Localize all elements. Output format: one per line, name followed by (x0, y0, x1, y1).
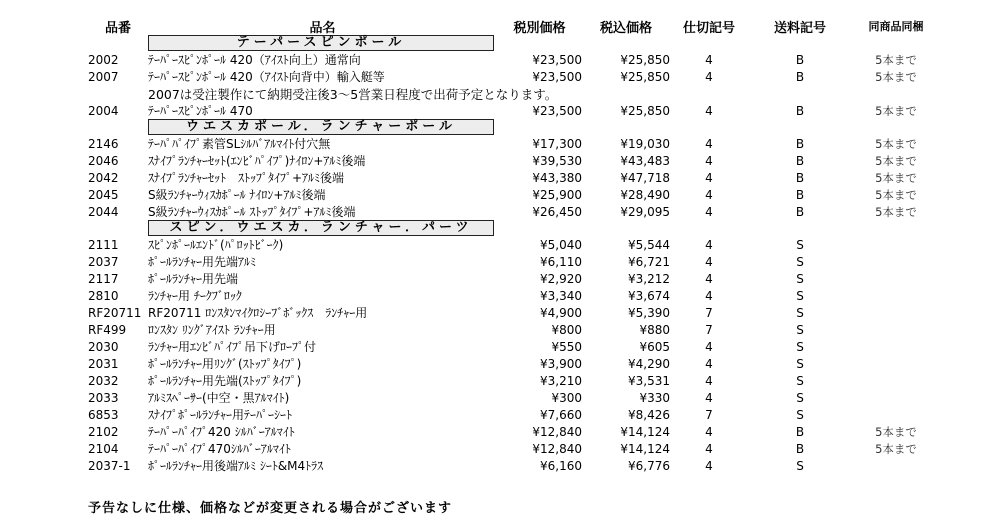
product-code: 2033 (88, 390, 119, 405)
product-code: 2030 (88, 339, 119, 354)
partition-code: 4 (705, 170, 713, 185)
section-title: テーパースピンポール (148, 35, 494, 51)
partition-code: 4 (705, 136, 713, 151)
table-row (88, 135, 948, 152)
product-code: RF499 (88, 322, 127, 337)
shipping-code: S (796, 271, 804, 286)
table-row (88, 236, 948, 253)
table-row (88, 253, 948, 270)
table-row (88, 406, 948, 423)
partition-code: 4 (705, 271, 713, 286)
bundle-limit: 5本まで (875, 136, 917, 151)
price-extax: ¥6,160 (540, 458, 582, 473)
product-name: ﾃｰﾊﾟｰｽﾋﾟﾝﾎﾟｰﾙ 420（ｱｲｽﾄ向背中）輸入艇等 (148, 70, 385, 84)
product-code: 2046 (88, 153, 119, 168)
table-row (88, 457, 948, 474)
product-code: 2002 (88, 52, 119, 67)
header-price-inctax: 税込価格 (599, 20, 652, 36)
table-row (88, 102, 948, 119)
partition-code: 4 (705, 69, 713, 84)
product-code: 2111 (88, 237, 119, 252)
price-inctax: ¥6,776 (628, 458, 670, 473)
product-code: 2146 (88, 136, 119, 151)
price-extax: ¥25,900 (532, 187, 582, 202)
price-extax: ¥3,210 (540, 373, 582, 388)
price-extax: ¥43,380 (532, 170, 582, 185)
price-inctax: ¥605 (639, 339, 670, 354)
table-row (88, 423, 948, 440)
price-inctax: ¥28,490 (620, 187, 670, 202)
table-row (88, 186, 948, 203)
price-extax: ¥2,920 (540, 271, 582, 286)
price-extax: ¥12,840 (532, 441, 582, 456)
partition-code: 4 (705, 373, 713, 388)
partition-code: 4 (705, 153, 713, 168)
price-extax: ¥39,530 (532, 153, 582, 168)
product-name: ﾎﾟｰﾙﾗﾝﾁｬｰ用先端ｱﾙﾐ (148, 255, 257, 269)
price-extax: ¥23,500 (532, 69, 582, 84)
partition-code: 4 (705, 441, 713, 456)
section-title: ウエスカポール．ランチャーポール (148, 119, 494, 135)
price-inctax: ¥14,124 (620, 424, 670, 439)
partition-code: 4 (705, 187, 713, 202)
price-inctax: ¥3,674 (628, 288, 670, 303)
product-name: ｽﾅｲﾌﾟﾗﾝﾁｬｰｾｯﾄ ｽﾄｯﾌﾟﾀｲﾌﾟ+ｱﾙﾐ後端 (148, 171, 345, 185)
disclaimer-note: 予告なしに仕様、価格などが変更される場合がございます (88, 501, 453, 516)
bundle-limit: 5本まで (875, 103, 917, 118)
price-inctax: ¥6,721 (628, 254, 670, 269)
partition-code: 7 (705, 305, 713, 320)
product-name: S級ﾗﾝﾁｬｰｳｨｽｶﾎﾟｰﾙ ｽﾄｯﾌﾟﾀｲﾌﾟ+ｱﾙﾐ後端 (148, 205, 356, 219)
note-text: 2007は受注製作にて納期受注後3～5営業日程度で出荷予定となります。 (148, 86, 558, 102)
price-inctax: ¥47,718 (620, 170, 670, 185)
table-row (88, 321, 948, 338)
price-extax: ¥300 (551, 390, 582, 405)
price-inctax: ¥3,212 (628, 271, 670, 286)
product-code: 2117 (88, 271, 119, 286)
bundle-limit: 5本まで (875, 441, 917, 456)
shipping-code: S (796, 373, 804, 388)
price-inctax: ¥330 (639, 390, 670, 405)
price-extax: ¥6,110 (540, 254, 582, 269)
product-name: ﾎﾟｰﾙﾗﾝﾁｬｰ用後端ｱﾙﾐ ｼｰﾄ&M4ﾄﾗｽ (148, 459, 324, 473)
product-code: 2810 (88, 288, 119, 303)
bundle-limit: 5本まで (875, 187, 917, 202)
section-title-cell (148, 35, 497, 51)
header-product-code: 品番 (104, 20, 131, 36)
product-name: ﾃｰﾊﾟｰｽﾋﾟﾝﾎﾟｰﾙ 470 (148, 104, 253, 118)
price-extax: ¥12,840 (532, 424, 582, 439)
partition-code: 4 (705, 424, 713, 439)
partition-code: 4 (705, 356, 713, 371)
product-code: 2037 (88, 254, 119, 269)
partition-code: 4 (705, 288, 713, 303)
product-name: ｱﾙﾐｽﾍﾟｰｻｰ(中空・黒ｱﾙﾏｲﾄ) (148, 391, 290, 405)
price-extax: ¥23,500 (532, 52, 582, 67)
table-row (88, 68, 948, 85)
bundle-limit: 5本まで (875, 424, 917, 439)
table-row (88, 270, 948, 287)
product-name: ﾃｰﾊﾟｰﾊﾟｲﾌﾟ420 ｼﾙﾊﾞｰｱﾙﾏｲﾄ (148, 425, 295, 439)
header-shipping-code: 送料記号 (773, 20, 826, 36)
shipping-code: S (796, 237, 804, 252)
shipping-code: B (795, 204, 805, 219)
price-inctax: ¥19,030 (620, 136, 670, 151)
shipping-code: B (795, 69, 805, 84)
product-code: 2104 (88, 441, 119, 456)
table-row (88, 287, 948, 304)
shipping-code: B (795, 103, 805, 118)
price-inctax: ¥5,390 (628, 305, 670, 320)
shipping-code: S (796, 458, 804, 473)
bundle-limit: 5本まで (875, 170, 917, 185)
table-row (88, 372, 948, 389)
price-extax: ¥3,340 (540, 288, 582, 303)
shipping-code: S (796, 339, 804, 354)
shipping-code: S (796, 288, 804, 303)
table-row (88, 389, 948, 406)
partition-code: 4 (705, 237, 713, 252)
price-table-body (88, 35, 948, 474)
price-inctax: ¥14,124 (620, 441, 670, 456)
product-code: 2032 (88, 373, 119, 388)
product-name: S級ﾗﾝﾁｬｰｳｨｽｶﾎﾟｰﾙ ﾅｲﾛﾝ+ｱﾙﾐ後端 (148, 188, 326, 202)
price-inctax: ¥4,290 (628, 356, 670, 371)
bundle-limit: 5本まで (875, 69, 917, 84)
table-row (88, 304, 948, 321)
section-header-row (88, 35, 948, 51)
table-row (88, 152, 948, 169)
product-name: ﾎﾟｰﾙﾗﾝﾁｬｰ用先端 (148, 272, 239, 286)
price-extax: ¥7,660 (540, 407, 582, 422)
shipping-code: S (796, 407, 804, 422)
table-header-row (88, 18, 948, 34)
price-inctax: ¥880 (639, 322, 670, 337)
partition-code: 4 (705, 254, 713, 269)
bundle-limit: 5本まで (875, 204, 917, 219)
product-name: ﾎﾟｰﾙﾗﾝﾁｬｰ用ﾘﾝｸﾞ(ｽﾄｯﾌﾟﾀｲﾌﾟ) (148, 357, 302, 371)
table-row (88, 338, 948, 355)
price-inctax: ¥43,483 (620, 153, 670, 168)
shipping-code: B (795, 52, 805, 67)
section-title: スピン．ウエスカ．ランチャー．パーツ (148, 220, 494, 236)
partition-code: 7 (705, 322, 713, 337)
table-row (88, 355, 948, 372)
product-code: 2031 (88, 356, 119, 371)
price-inctax: ¥5,544 (628, 237, 670, 252)
header-price-extax: 税別価格 (513, 20, 566, 36)
table-row (88, 203, 948, 220)
shipping-code: B (795, 441, 805, 456)
header-partition-code: 仕切記号 (682, 20, 735, 36)
product-name: ﾎﾟｰﾙﾗﾝﾁｬｰ用先端(ｽﾄｯﾌﾟﾀｲﾌﾟ) (148, 374, 302, 388)
shipping-code: B (795, 424, 805, 439)
partition-code: 4 (705, 339, 713, 354)
price-inctax: ¥25,850 (620, 52, 670, 67)
product-code: RF20711 (88, 305, 142, 320)
partition-code: 4 (705, 103, 713, 118)
price-inctax: ¥3,531 (628, 373, 670, 388)
product-code: 2102 (88, 424, 119, 439)
section-header-row (88, 220, 948, 236)
shipping-code: S (796, 322, 804, 337)
price-extax: ¥800 (551, 322, 582, 337)
product-code: 6853 (88, 407, 119, 422)
section-title-cell (148, 119, 497, 135)
price-extax: ¥3,900 (540, 356, 582, 371)
product-name: RF20711 ﾛﾝｽﾀﾝﾏｲｸﾛｼｰﾌﾞﾎﾞｯｸｽ ﾗﾝﾁｬｰ用 (148, 306, 368, 320)
partition-code: 4 (705, 52, 713, 67)
product-code: 2045 (88, 187, 119, 202)
shipping-code: B (795, 153, 805, 168)
partition-code: 4 (705, 204, 713, 219)
section-header-row (88, 119, 948, 135)
product-code: 2044 (88, 204, 119, 219)
price-extax: ¥17,300 (532, 136, 582, 151)
partition-code: 7 (705, 407, 713, 422)
shipping-code: S (796, 356, 804, 371)
note-row (88, 85, 948, 102)
product-name: ﾗﾝﾁｬｰ用ｴﾝﾋﾞﾊﾟｲﾌﾟ吊下げﾛｰﾌﾟ付 (148, 340, 317, 354)
shipping-code: B (795, 170, 805, 185)
product-code: 2037-1 (88, 458, 131, 473)
partition-code: 4 (705, 458, 713, 473)
product-name: ﾃｰﾊﾟｰｽﾋﾟﾝﾎﾟｰﾙ 420（ｱｲｽﾄ向上）通常向 (148, 53, 361, 67)
shipping-code: B (795, 136, 805, 151)
price-table (88, 18, 948, 474)
shipping-code: S (796, 305, 804, 320)
header-bundle-limit: 同商品同梱 (868, 20, 924, 33)
header-product-name: 品名 (309, 20, 336, 36)
table-row (88, 440, 948, 457)
section-title-cell (148, 220, 497, 236)
shipping-code: S (796, 390, 804, 405)
price-extax: ¥550 (551, 339, 582, 354)
price-inctax: ¥29,095 (620, 204, 670, 219)
price-inctax: ¥25,850 (620, 103, 670, 118)
product-name: ﾃｰﾊﾟﾊﾟｲﾌﾟ素管SLｼﾙﾊﾞｱﾙﾏｲﾄ付穴無 (148, 137, 331, 151)
product-name: ﾛﾝｽﾀﾝ ﾘﾝｸﾞｱｲｽﾄ ﾗﾝﾁｬｰ用 (148, 323, 276, 337)
product-code: 2042 (88, 170, 119, 185)
price-extax: ¥5,040 (540, 237, 582, 252)
price-extax: ¥4,900 (540, 305, 582, 320)
table-row (88, 169, 948, 186)
price-extax: ¥23,500 (532, 103, 582, 118)
bundle-limit: 5本まで (875, 153, 917, 168)
product-name: ﾗﾝﾁｬｰ用 ﾁｰｸﾌﾞﾛｯｸ (148, 289, 242, 303)
shipping-code: S (796, 254, 804, 269)
bundle-limit: 5本まで (875, 52, 917, 67)
price-inctax: ¥8,426 (628, 407, 670, 422)
product-name: ｽﾅｲﾌﾟﾎﾟｰﾙﾗﾝﾁｬｰ用ﾃｰﾊﾟｰｼｰﾄ (148, 408, 293, 422)
product-code: 2007 (88, 69, 119, 84)
table-row (88, 51, 948, 68)
partition-code: 4 (705, 390, 713, 405)
product-code: 2004 (88, 103, 119, 118)
product-name: ﾃｰﾊﾟｰﾊﾟｲﾌﾟ470ｼﾙﾊﾞｰｱﾙﾏｲﾄ (148, 442, 291, 456)
product-name: ｽﾅｲﾌﾟﾗﾝﾁｬｰｾｯﾄ(ｴﾝﾋﾞﾊﾟｲﾌﾟ)ﾅｲﾛﾝ+ｱﾙﾐ後端 (148, 154, 366, 168)
price-extax: ¥26,450 (532, 204, 582, 219)
price-inctax: ¥25,850 (620, 69, 670, 84)
shipping-code: B (795, 187, 805, 202)
product-name: ｽﾋﾟﾝﾎﾟｰﾙｴﾝﾄﾞ(ﾊﾟﾛｯﾄﾋﾞｰｸ) (148, 238, 284, 252)
